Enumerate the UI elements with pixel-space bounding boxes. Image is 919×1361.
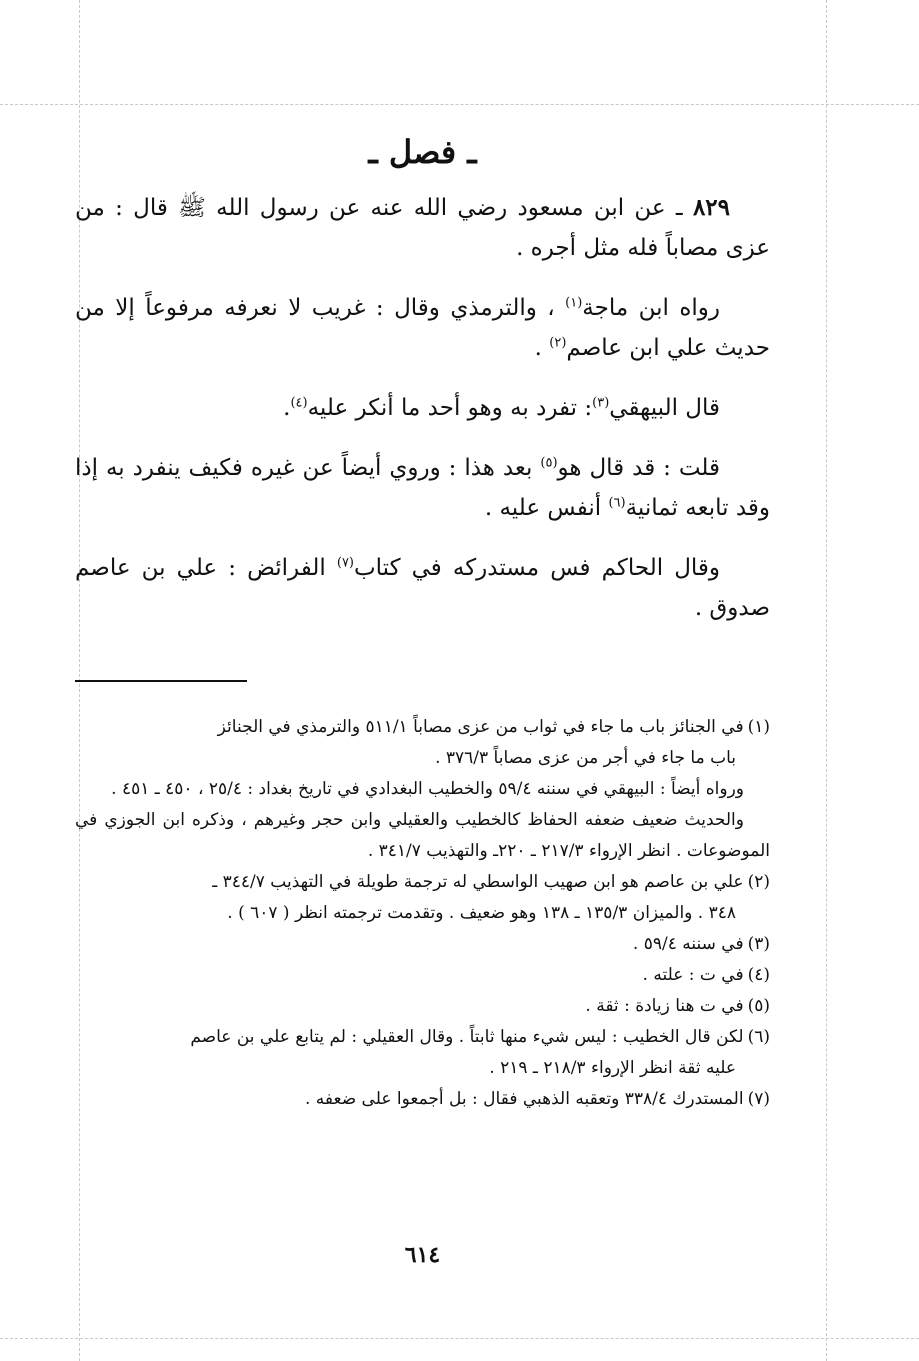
footnote-ref-6[interactable]: (٦) [608,495,626,511]
footnote-ref-5[interactable]: (٥) [540,455,558,471]
section-heading: ـ فصل ـ [368,133,477,171]
footnote-ref-2[interactable]: (٢) [549,335,567,351]
footnote-3 [75,929,770,960]
footnote-2 [75,867,770,929]
footnote-text: في ت هنا زيادة : ثقة . [585,996,744,1016]
hadith-number: ٨٢٩ [692,194,731,221]
footnote-number: (٣) [747,934,770,954]
footnote-continuation: ٣٤٨ . والميزان ١٣٥/٣ ـ ١٣٨ وهو ضعيف . وتقدمت ترجمته انظر ( ٦٠٧ ) . [227,903,736,923]
comment-text-1: قلت : قد قال هو [557,455,721,481]
footnotes [75,712,770,1115]
narration-text-3: . [534,335,542,361]
main-text [75,188,770,648]
footnote-text: علي بن عاصم هو ابن صهيب الواسطي له ترجمة طويلة في التهذيب ٣٤٤/٧ ـ [212,872,744,892]
footnote-continuation: باب ما جاء في أجر من عزى مصاباً ٣٧٦/٣ . [435,748,736,768]
footnote-4 [75,960,770,991]
narration-text-2: ، والترمذي وقال : غريب لا نعرفه مرفوعاً إلا من حديث علي ابن عاصم [75,295,770,361]
footnote-text: في الجنائز باب ما جاء في ثواب من عزى مصاباً ٥١١/١ والترمذي في الجنائز [217,717,744,737]
narration-paragraph [75,288,770,368]
footnote-number: (٧) [747,1089,770,1109]
footnote-ref-3[interactable]: (٣) [592,395,610,411]
footnote-continuation: عليه ثقة انظر الإرواء ٢١٨/٣ ـ ٢١٩ . [489,1058,736,1078]
comment-text-3: أنفس عليه . [484,495,602,521]
footnote-1-paragraph-2: ورواه أيضاً : البيهقي في سننه ٥٩/٤ والخطيب البغدادي في تاريخ بغداد : ٢٥/٤ ، ٤٥٠ ـ ٤٥١ . [111,779,744,799]
narration-text-1: رواه ابن ماجة [582,295,720,321]
footnote-number: (٦) [747,1027,770,1047]
footnote-separator [75,680,247,682]
hadith-paragraph [75,188,770,268]
book-page [75,0,770,1361]
footnote-ref-1[interactable]: (١) [565,295,583,311]
bayhaqi-text-1: قال البيهقي [609,395,720,421]
hakim-text-2: الفرائض : علي بن عاصم صدوق . [75,555,770,621]
bayhaqi-paragraph [75,388,770,428]
footnote-number: (٤) [747,965,770,985]
comment-text-2: بعد هذا : وروي أيضاً عن غيره فكيف ينفرد به إذا وقد تابعه ثمانية [75,455,770,521]
footnote-1-paragraph-3: والحديث ضعيف ضعفه الحفاظ كالخطيب والعقيلي وابن حجر وغيرهم ، وذكره ابن الجوزي في الموضوعات . انظر الإرواء ٢١٧/٣ ـ ٢٢٠ـ والتهذيب ٣٤١/٧ . [75,810,770,861]
footnote-number: (٢) [747,872,770,892]
footnote-ref-4[interactable]: (٤) [290,395,308,411]
footnote-number: (١) [747,717,770,737]
hakim-paragraph [75,548,770,628]
bayhaqi-text-3: . [283,395,291,421]
footnote-1 [75,712,770,774]
footnote-7 [75,1084,770,1115]
footnote-ref-7[interactable]: (٧) [336,555,354,571]
footnote-5 [75,991,770,1022]
footnote-6 [75,1022,770,1084]
comment-paragraph [75,448,770,528]
footnote-text: في سننه ٥٩/٤ . [632,934,744,954]
page-number: ٦١٤ [404,1242,441,1268]
hakim-text-1: وقال الحاكم فس مستدركه في كتاب [354,555,721,581]
footnote-text: المستدرك ٣٣٨/٤ وتعقبه الذهبي فقال : بل أجمعوا على ضعفه . [304,1089,744,1109]
bayhaqi-text-2: : تفرد به وهو أحد ما أنكر عليه [307,395,593,421]
hadith-text: ـ عن ابن مسعود رضي الله عنه عن رسول الله ﷺ قال : من عزى مصاباً فله مثل أجره . [75,195,770,261]
footnote-text: لكن قال الخطيب : ليس شيء منها ثابتاً . وقال العقيلي : لم يتابع علي بن عاصم [190,1027,744,1047]
guide-line-right [826,0,827,1361]
footnote-text: في ت : علته . [642,965,744,985]
footnote-number: (٥) [747,996,770,1016]
